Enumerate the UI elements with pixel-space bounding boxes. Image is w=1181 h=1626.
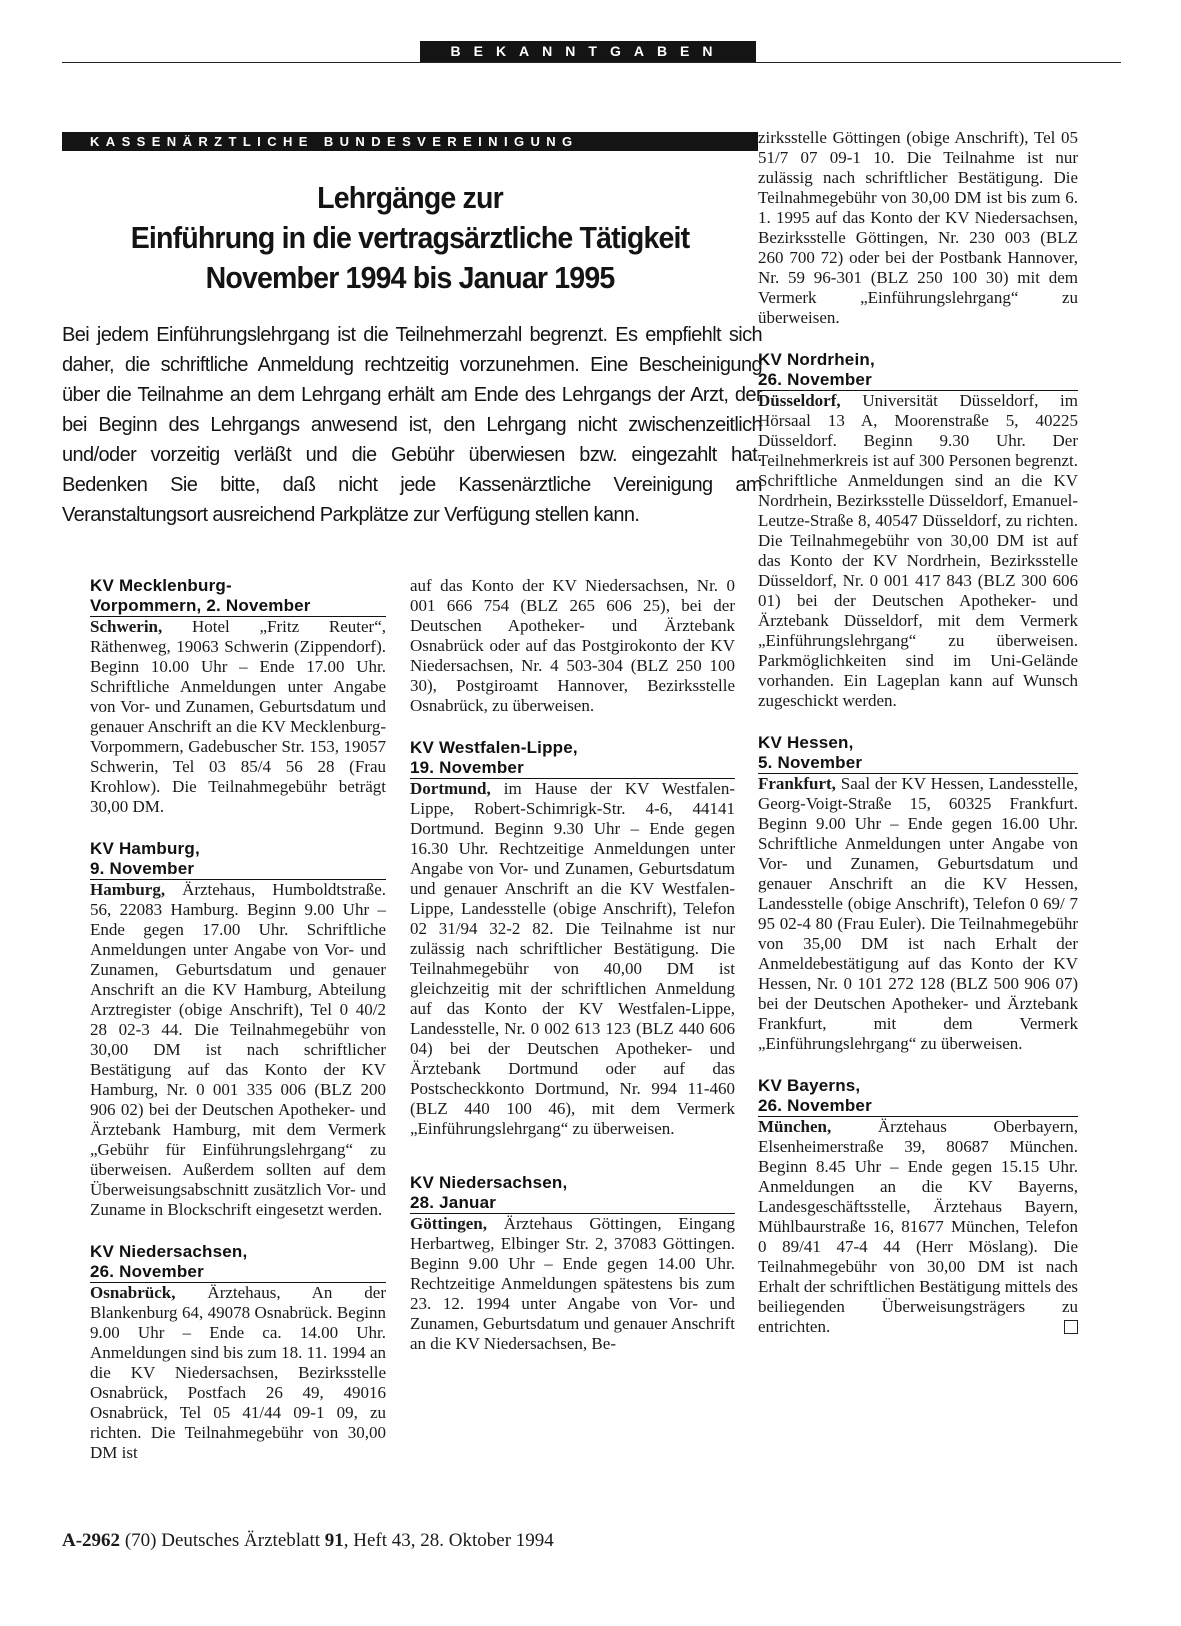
course-heading: KV Nordrhein, 26. November (758, 350, 1078, 391)
course-niedersachsen-november (90, 1242, 386, 1463)
footer-publication: (70) Deutsches Ärzteblatt (120, 1530, 325, 1551)
course-text: München, Ärztehaus Oberbayern, Elsenheimerstraße 39, 80687 München. Beginn 8.45 Uhr – Ende gegen 15.15 Uhr. Anmeldungen an die KV Bayerns, Landesgeschäftsstelle, Ärztehaus Bayern, Mühlbaurstraße 16, 81677 München, Telefon 0 89/41 47-4 44 (Herr Möslang). Die Teilnahmegebühr von 30,00 DM ist nach Erhalt der schriftlichen Bestätigung mittels des beiliegenden Überweisungsträgers zu entrichten. (758, 1117, 1078, 1336)
course-text: Osnabrück, Ärztehaus, An der Blankenburg 64, 49078 Osnabrück. Beginn 9.00 Uhr – Ende ca. 14.00 Uhr. Anmeldungen sind bis zum 18. 11. 1994 an die KV Niedersachsen, Bezirksstelle Osnabrück, Postfach 26 49, 49016 Osnabrück, Tel 05 41/44 09-1 09, zu richten. Die Teilnahmegebühr von 30,00 DM ist (90, 1283, 386, 1462)
page-footer (62, 1530, 554, 1552)
organization-banner: KASSENÄRZTLICHE BUNDESVEREINIGUNG (62, 132, 758, 151)
course-heading: KV Hamburg, 9. November (90, 839, 386, 880)
course-heading: KV Mecklenburg- Vorpommern, 2. November (90, 576, 386, 617)
title-line-3: November 1994 bis Januar 1995 (205, 260, 615, 295)
course-niedersachsen-januar-continued (758, 128, 1078, 328)
course-bayerns (758, 1076, 1078, 1337)
article-title (90, 178, 730, 298)
course-text: Göttingen, Ärztehaus Göttingen, Eingang Herbartweg, Elbinger Str. 2, 37083 Göttingen. Beginn 9.00 Uhr – Ende gegen 14.00 Uhr. Rechtzeitige Anmeldungen spätestens bis zum 23. 12. 1994 unter Angabe von Vor- und Zunamen, Geburtsdatum und genauer Anschrift an die KV Niedersachsen, Be- (410, 1214, 735, 1353)
page-number: A-2962 (62, 1530, 121, 1551)
course-text: Frankfurt, Saal der KV Hessen, Landesstelle, Georg-Voigt-Straße 15, 60325 Frankfurt. Beginn 9.00 Uhr – Ende gegen 16.00 Uhr. Schriftliche Anmeldungen unter Angabe von Vor- und Zunamen, Geburtsdatum und genauer Anschrift an die KV Hessen, Landesstelle (obige Anschrift), Telefon 0 69/ 7 95 02-4 80 (Frau Euler). Die Teilnahmegebühr von 35,00 DM ist nach Erhalt der Anmeldebestätigung auf das Konto der KV Hessen, Nr. 0 101 272 128 (BLZ 500 906 07) bei der Deutschen Apotheker- und Ärztebank Frankfurt, mit dem Vermerk „Einführungslehrgang“ zu überweisen. (758, 774, 1078, 1053)
course-text: Dortmund, im Hause der KV Westfalen-Lippe, Robert-Schimrigk-Str. 4-6, 44141 Dortmund. Beginn 9.30 Uhr – Ende gegen 16.30 Uhr. Rechtzeitige Anmeldungen unter Angabe von Vor- und Zunamen, Geburtsdatum und genauer Anschrift an die KV Westfalen-Lippe, Landesstelle (obige Anschrift), Telefon 02 31/94 32-2 82. Die Teilnahme ist nur zulässig nach schriftlicher Bestätigung. Die Teilnahmegebühr von 40,00 DM ist gleichzeitig mit der schriftlichen Anmeldung auf das Konto der KV Westfalen-Lippe, Landesstelle, Nr. 0 002 613 123 (BLZ 440 606 04) bei der Deutschen Apotheker- und Ärztebank Dortmund oder auf das Postscheckkonto Dortmund, Nr. 994 11-460 (BLZ 440 100 46), mit dem Vermerk „Einführungslehrgang“ zu überweisen. (410, 779, 735, 1138)
course-hamburg (90, 839, 386, 1220)
column-1 (90, 576, 386, 1485)
course-heading: KV Niedersachsen, 26. November (90, 1242, 386, 1283)
course-westfalen-lippe (410, 738, 735, 1139)
column-2 (410, 576, 735, 1376)
top-rule (62, 62, 1121, 63)
course-text: Hamburg, Ärztehaus, Humboldtstraße. 56, 22083 Hamburg. Beginn 9.00 Uhr – Ende gegen 17.00 Uhr. Schriftliche Anmeldungen unter Angabe von Vor- und Zunamen, Geburtsdatum und genauer Anschrift an die KV Hamburg, Abteilung Arztregister (obige Anschrift), Tel 0 40/2 28 02-3 44. Die Teilnahmegebühr von 30,00 DM ist nach schriftlicher Bestätigung auf das Konto der KV Hamburg, Nr. 0 001 335 006 (BLZ 200 906 02) bei der Deutschen Apotheker- und Ärztebank Hamburg, mit dem Vermerk „Gebühr für Einführungslehrgang“ zu überweisen. Außerdem sollten auf dem Überweisungsabschnitt zusätzlich Vor- und Zuname in Blockschrift eingesetzt werden. (90, 880, 386, 1219)
course-nordrhein (758, 350, 1078, 711)
course-heading: KV Hessen, 5. November (758, 733, 1078, 774)
course-text: zirksstelle Göttingen (obige Anschrift), Tel 05 51/7 07 09-1 10. Die Teilnahme ist nur zulässig nach schriftlicher Bestätigung. Die Teilnahmegebühr von 30,00 DM ist bis zum 6. 1. 1995 auf das Konto der KV Niedersachsen, Bezirksstelle Göttingen, Nr. 230 003 (BLZ 260 700 72) oder bei der Postbank Hannover, Nr. 59 96-301 (BLZ 250 100 30) mit dem Vermerk „Einführungslehrgang“ zu überweisen. (758, 128, 1078, 327)
end-of-article-square (1064, 1320, 1078, 1334)
course-text: Düsseldorf, Universität Düsseldorf, im Hörsaal 13 A, Moorenstraße 5, 40225 Düsseldorf. Beginn 9.30 Uhr. Der Teilnehmerkreis ist auf 300 Personen begrenzt. Schriftliche Anmeldungen sind an die KV Nordrhein, Bezirksstelle Düsseldorf, Emanuel-Leutze-Straße 8, 40547 Düsseldorf, zu richten. Die Teilnahmegebühr von 30,00 DM ist auf das Konto der KV Nordrhein, Bezirksstelle Düsseldorf, Nr. 0 001 417 843 (BLZ 300 606 01) bei der Deutschen Apotheker- und Ärztebank Düsseldorf, mit dem Vermerk „Einführungslehrgang“ zu überweisen. Parkmöglichkeiten sind im Uni-Gelände vorhanden. Ein Lageplan kann auf Wunsch zugeschickt werden. (758, 391, 1078, 710)
footer-issue: , Heft 43, 28. Oktober 1994 (343, 1530, 554, 1551)
course-text: Schwerin, Hotel „Fritz Reuter“, Räthenweg, 19063 Schwerin (Zippendorf). Beginn 10.00 Uhr – Ende 17.00 Uhr. Schriftliche Anmeldungen unter Angabe von Vor- und Zunamen, Geburtsdatum und genauer Anschrift an die KV Mecklenburg-Vorpommern, Gadebuscher Str. 153, 19057 Schwerin, Tel 03 85/4 56 28 (Frau Krohlow). Die Teilnahmegebühr beträgt 30,00 DM. (90, 617, 386, 816)
course-niedersachsen-januar (410, 1173, 735, 1354)
course-heading: KV Westfalen-Lippe, 19. November (410, 738, 735, 779)
course-heading: KV Bayerns, 26. November (758, 1076, 1078, 1117)
footer-volume: 91 (324, 1530, 344, 1551)
lead-paragraph: Bei jedem Einführungslehrgang ist die Teilnehmerzahl begrenzt. Es empfiehlt sich daher, die schriftliche Anmeldung rechtzeitig vorzunehmen. Eine Bescheinigung über die Teilnahme an dem Lehrgang erhält am Ende des Lehrgangs der Arzt, der bei Beginn des Lehrgangs anwesend ist, den Lehrgang nicht zwischenzeitlich und/oder vorzeitig verläßt und die Gebühr überwiesen bzw. eingezahlt hat. Bedenken Sie bitte, daß nicht jede Kassenärztliche Vereinigung am Veranstaltungsort ausreichend Parkplätze zur Verfügung stellen kann. (62, 324, 762, 526)
course-text: auf das Konto der KV Niedersachsen, Nr. 0 001 666 754 (BLZ 265 606 25), bei der Deutschen Apotheker- und Ärztebank Osnabrück oder auf das Postgirokonto der KV Niedersachsen, Nr. 4 503-304 (BLZ 250 100 30), Postgiroamt Hannover, Bezirksstelle Osnabrück, zu überweisen. (410, 576, 735, 715)
course-hessen (758, 733, 1078, 1054)
column-3 (758, 128, 1078, 1359)
course-niedersachsen-november-continued (410, 576, 735, 716)
section-banner: BEKANNTGABEN (420, 41, 756, 62)
title-line-2: Einführung in die vertragsärztliche Tätigkeit (130, 220, 690, 255)
course-heading: KV Niedersachsen, 28. Januar (410, 1173, 735, 1214)
title-line-1: Lehrgänge zur (317, 180, 503, 215)
course-mecklenburg (90, 576, 386, 817)
